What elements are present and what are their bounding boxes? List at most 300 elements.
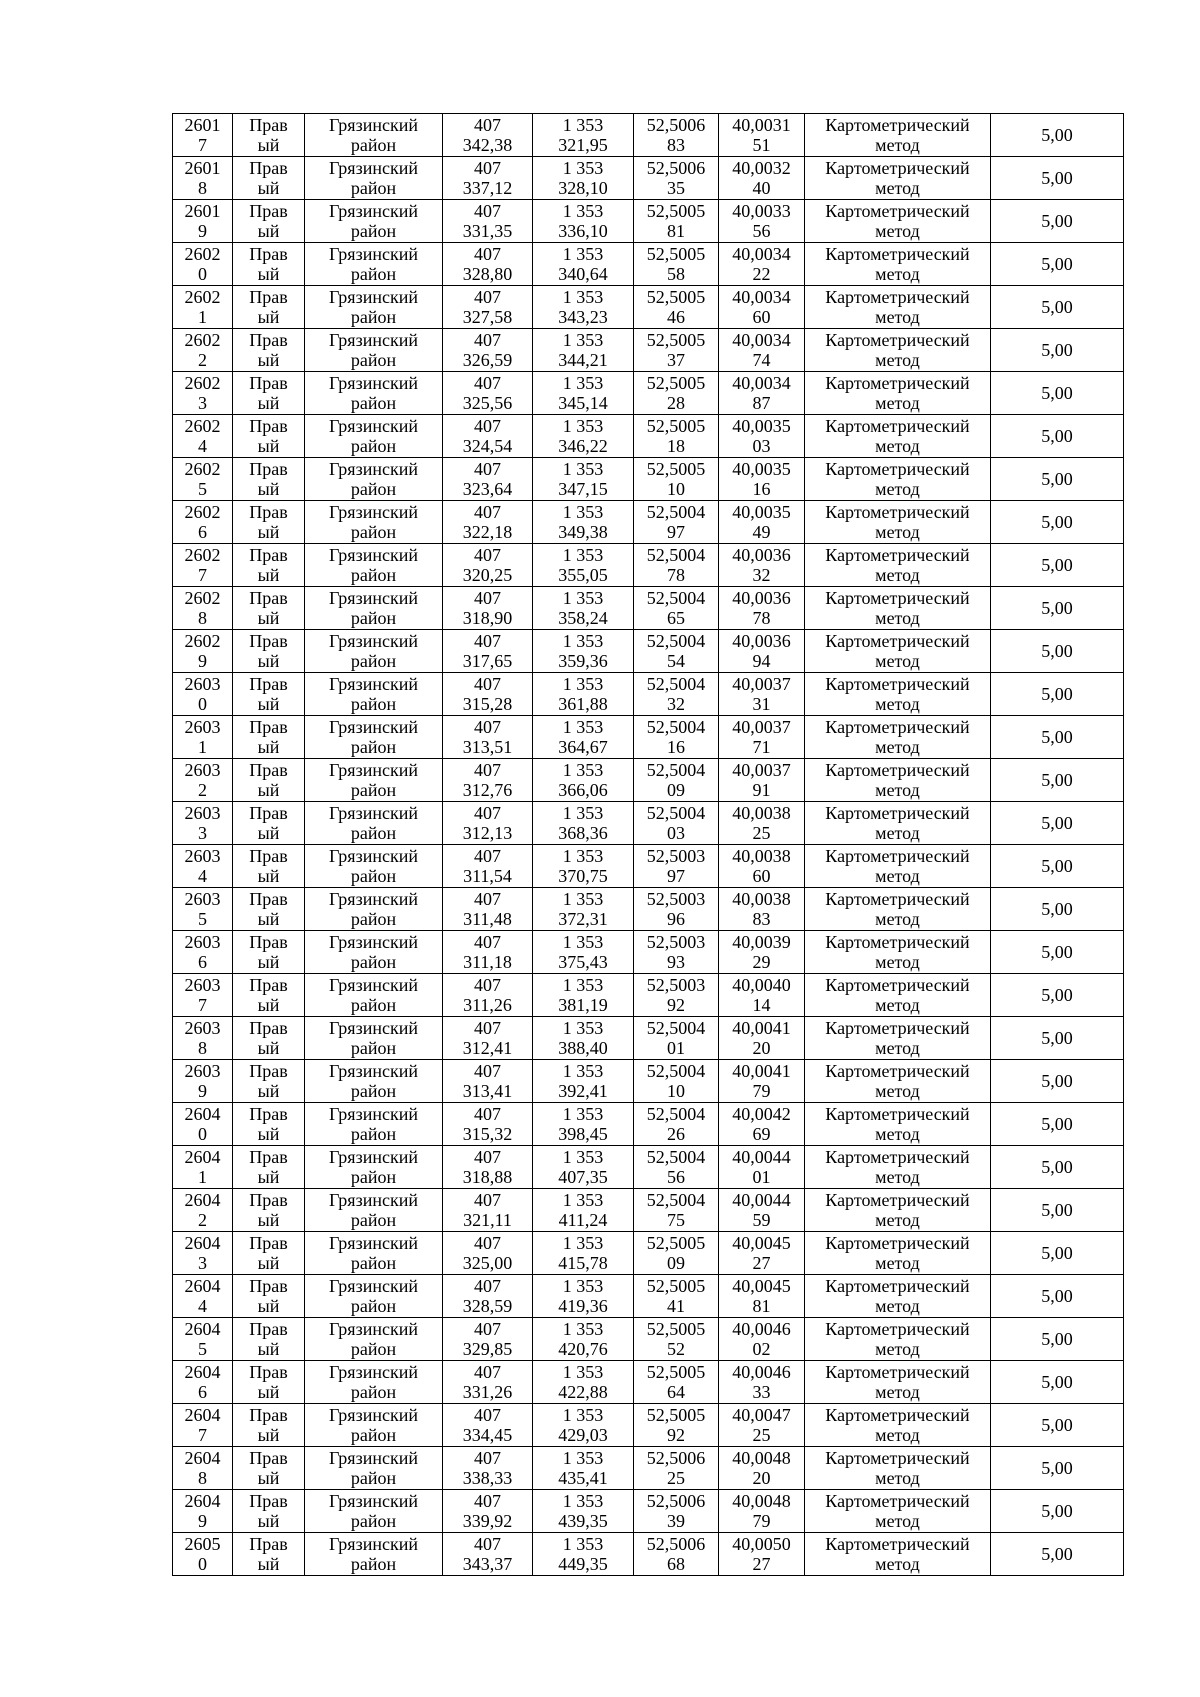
point-number-cell [173,1232,233,1275]
x-coordinate-cell [443,501,533,544]
latitude-cell-line: 52,5004 [646,803,706,823]
x-coordinate-cell [443,1533,533,1576]
point-number-cell-line: 7 [198,135,207,155]
bank-side-cell-line: ый [257,178,280,198]
method-cell-line: Картометрический [825,1276,970,1296]
longitude-cell [719,716,805,759]
latitude-cell-line: 52,5005 [646,201,706,221]
district-cell-line: район [350,565,397,585]
district-cell-line: район [350,1511,397,1531]
latitude-cell-line: 01 [667,1038,685,1058]
district-cell [305,200,443,243]
latitude-cell-line: 65 [667,608,685,628]
longitude-cell-line: 40,0034 [732,330,791,350]
longitude-cell-line: 40,0050 [732,1534,791,1554]
point-number-cell-line: 5 [198,909,207,929]
bank-side-cell-line: Прав [249,889,288,909]
point-number-cell [173,243,233,286]
district-cell [305,415,443,458]
district-cell-line: район [350,1253,397,1273]
method-cell-line: Картометрический [825,373,970,393]
bank-side-cell-line: ый [257,1038,280,1058]
latitude-cell-line: 52,5006 [646,1534,706,1554]
point-number-cell-line: 2604 [184,1319,221,1339]
bank-side-cell-line: ый [257,522,280,542]
district-cell-line: Грязинский [329,975,418,995]
bank-side-cell [233,802,305,845]
x-coordinate-cell-line: 407 [474,932,501,952]
longitude-cell-line: 22 [752,264,771,284]
district-cell [305,974,443,1017]
x-coordinate-cell-line: 321,11 [463,1210,512,1230]
point-number-cell [173,1146,233,1189]
latitude-cell [634,415,719,458]
accuracy-cell: 5,00 [991,458,1124,501]
x-coordinate-cell-line: 311,26 [463,995,512,1015]
point-number-cell [173,802,233,845]
district-cell-line: Грязинский [329,1491,418,1511]
bank-side-cell-line: ый [257,307,280,327]
latitude-cell [634,243,719,286]
y-coordinate-cell-line: 359,36 [558,651,608,671]
bank-side-cell [233,1318,305,1361]
y-coordinate-cell-line: 1 353 [562,1491,604,1511]
table-row [173,587,1124,630]
table-row [173,200,1124,243]
point-number-cell-line: 2602 [184,459,221,479]
y-coordinate-cell-line: 1 353 [562,244,604,264]
bank-side-cell [233,458,305,501]
accuracy-cell: 5,00 [991,1232,1124,1275]
longitude-cell-line: 40,0041 [732,1061,791,1081]
latitude-cell [634,974,719,1017]
y-coordinate-cell-line: 1 353 [562,330,604,350]
point-number-cell [173,415,233,458]
y-coordinate-cell-line: 429,03 [558,1425,608,1445]
bank-side-cell [233,415,305,458]
x-coordinate-cell-line: 407 [474,1362,501,1382]
point-number-cell-line: 1 [198,307,207,327]
latitude-cell-line: 75 [667,1210,685,1230]
district-cell-line: район [350,1038,397,1058]
y-coordinate-cell [533,1447,634,1490]
y-coordinate-cell-line: 1 353 [562,932,604,952]
longitude-cell-line: 29 [752,952,771,972]
accuracy-cell: 5,00 [991,243,1124,286]
bank-side-cell [233,888,305,931]
latitude-cell [634,1447,719,1490]
y-coordinate-cell-line: 370,75 [558,866,608,886]
longitude-cell [719,1447,805,1490]
district-cell [305,587,443,630]
point-number-cell [173,372,233,415]
y-coordinate-cell-line: 1 353 [562,416,604,436]
longitude-cell-line: 69 [752,1124,771,1144]
latitude-cell [634,1017,719,1060]
point-number-cell-line: 3 [198,823,207,843]
latitude-cell-line: 18 [667,436,685,456]
point-number-cell [173,759,233,802]
point-number-cell-line: 2603 [184,1061,221,1081]
latitude-cell-line: 46 [667,307,685,327]
method-cell-line: метод [875,1382,920,1402]
longitude-cell-line: 40,0040 [732,975,791,995]
table-row [173,1361,1124,1404]
bank-side-cell-line: ый [257,1124,280,1144]
longitude-cell-line: 40,0048 [732,1491,791,1511]
bank-side-cell-line: Прав [249,1534,288,1554]
longitude-cell [719,845,805,888]
bank-side-cell [233,974,305,1017]
x-coordinate-cell [443,1146,533,1189]
longitude-cell-line: 94 [752,651,771,671]
longitude-cell [719,802,805,845]
x-coordinate-cell-line: 328,59 [462,1296,513,1316]
bank-side-cell [233,716,305,759]
bank-side-cell-line: Прав [249,244,288,264]
point-number-cell-line: 2601 [184,201,221,221]
district-cell-line: Грязинский [329,1276,418,1296]
y-coordinate-cell [533,1275,634,1318]
bank-side-cell [233,372,305,415]
bank-side-cell-line: Прав [249,1319,288,1339]
x-coordinate-cell [443,716,533,759]
bank-side-cell-line: Прав [249,416,288,436]
method-cell-line: метод [875,909,920,929]
y-coordinate-cell [533,286,634,329]
longitude-cell-line: 25 [752,823,771,843]
method-cell [805,1275,991,1318]
x-coordinate-cell-line: 407 [474,760,501,780]
y-coordinate-cell-line: 388,40 [558,1038,608,1058]
x-coordinate-cell [443,1103,533,1146]
bank-side-cell-line: Прав [249,1018,288,1038]
bank-side-cell-line: ый [257,1554,280,1574]
bank-side-cell-line: ый [257,1511,280,1531]
latitude-cell [634,1232,719,1275]
accuracy-cell: 5,00 [991,286,1124,329]
method-cell-line: метод [875,823,920,843]
point-number-cell-line: 2604 [184,1362,221,1382]
district-cell-line: Грязинский [329,1061,418,1081]
bank-side-cell [233,544,305,587]
district-cell-line: Грязинский [329,1362,418,1382]
y-coordinate-cell [533,501,634,544]
y-coordinate-cell-line: 1 353 [562,1405,604,1425]
method-cell [805,157,991,200]
longitude-cell-line: 27 [752,1554,771,1574]
district-cell [305,1232,443,1275]
method-cell [805,501,991,544]
district-cell-line: Грязинский [329,889,418,909]
longitude-cell-line: 40,0038 [732,846,791,866]
table-row [173,1103,1124,1146]
longitude-cell-line: 25 [752,1425,771,1445]
longitude-cell [719,157,805,200]
method-cell-line: Картометрический [825,1233,970,1253]
latitude-cell-line: 52,5005 [646,330,706,350]
bank-side-cell [233,630,305,673]
longitude-cell-line: 74 [752,350,771,370]
bank-side-cell [233,1189,305,1232]
accuracy-cell: 5,00 [991,1103,1124,1146]
x-coordinate-cell-line: 327,58 [462,307,513,327]
longitude-cell-line: 40,0035 [732,416,791,436]
point-number-cell-line: 6 [198,1382,207,1402]
district-cell [305,673,443,716]
x-coordinate-cell-line: 325,00 [462,1253,513,1273]
longitude-cell [719,415,805,458]
method-cell [805,931,991,974]
district-cell-line: район [350,780,397,800]
x-coordinate-cell-line: 313,41 [462,1081,513,1101]
x-coordinate-cell-line: 313,51 [462,737,513,757]
method-cell-line: метод [875,780,920,800]
y-coordinate-cell-line: 1 353 [562,1319,604,1339]
method-cell-line: Картометрический [825,889,970,909]
longitude-cell-line: 40,0038 [732,803,791,823]
bank-side-cell-line: ый [257,221,280,241]
bank-side-cell [233,1146,305,1189]
method-cell-line: Картометрический [825,158,970,178]
district-cell [305,1318,443,1361]
y-coordinate-cell-line: 411,24 [558,1210,608,1230]
y-coordinate-cell-line: 419,36 [558,1296,608,1316]
y-coordinate-cell-line: 340,64 [558,264,608,284]
district-cell [305,114,443,157]
bank-side-cell [233,1361,305,1404]
x-coordinate-cell [443,1060,533,1103]
longitude-cell-line: 31 [752,694,771,714]
bank-side-cell-line: ый [257,1382,280,1402]
district-cell-line: Грязинский [329,1405,418,1425]
latitude-cell-line: 52,5003 [646,975,706,995]
method-cell [805,114,991,157]
accuracy-cell: 5,00 [991,1404,1124,1447]
bank-side-cell-line: ый [257,866,280,886]
longitude-cell-line: 40,0036 [732,631,791,651]
point-number-cell-line: 2602 [184,588,221,608]
x-coordinate-cell [443,888,533,931]
method-cell [805,372,991,415]
latitude-cell-line: 10 [667,479,685,499]
x-coordinate-cell-line: 407 [474,631,501,651]
district-cell [305,759,443,802]
bank-side-cell [233,1232,305,1275]
y-coordinate-cell-line: 1 353 [562,588,604,608]
y-coordinate-cell-line: 435,41 [558,1468,608,1488]
bank-side-cell [233,759,305,802]
district-cell [305,372,443,415]
x-coordinate-cell-line: 311,48 [463,909,512,929]
x-coordinate-cell-line: 337,12 [462,178,513,198]
method-cell [805,1318,991,1361]
x-coordinate-cell [443,802,533,845]
district-cell-line: Грязинский [329,1534,418,1554]
method-cell-line: Картометрический [825,545,970,565]
district-cell-line: район [350,909,397,929]
y-coordinate-cell-line: 343,23 [558,307,608,327]
bank-side-cell [233,1490,305,1533]
district-cell [305,1490,443,1533]
y-coordinate-cell-line: 358,24 [558,608,608,628]
latitude-cell-line: 96 [667,909,685,929]
district-cell-line: район [350,1081,397,1101]
point-number-cell-line: 2602 [184,631,221,651]
latitude-cell [634,931,719,974]
longitude-cell-line: 83 [752,909,771,929]
longitude-cell [719,888,805,931]
method-cell-line: Картометрический [825,201,970,221]
latitude-cell-line: 32 [667,694,685,714]
district-cell [305,243,443,286]
method-cell-line: Картометрический [825,803,970,823]
latitude-cell-line: 81 [667,221,685,241]
y-coordinate-cell [533,544,634,587]
bank-side-cell-line: ый [257,1253,280,1273]
y-coordinate-cell-line: 349,38 [558,522,608,542]
district-cell [305,286,443,329]
point-number-cell [173,716,233,759]
longitude-cell-line: 40,0044 [732,1190,791,1210]
point-number-cell-line: 2605 [184,1534,221,1554]
latitude-cell-line: 52,5004 [646,1018,706,1038]
longitude-cell-line: 01 [752,1167,771,1187]
bank-side-cell [233,1447,305,1490]
latitude-cell-line: 56 [667,1167,685,1187]
bank-side-cell-line: ый [257,565,280,585]
latitude-cell-line: 52,5005 [646,244,706,264]
bank-side-cell-line: Прав [249,1061,288,1081]
y-coordinate-cell-line: 1 353 [562,287,604,307]
table-body [173,114,1124,1576]
point-number-cell-line: 2603 [184,932,221,952]
bank-side-cell-line: Прав [249,1491,288,1511]
longitude-cell-line: 40,0039 [732,932,791,952]
latitude-cell-line: 52,5003 [646,889,706,909]
accuracy-cell: 5,00 [991,1146,1124,1189]
y-coordinate-cell [533,716,634,759]
x-coordinate-cell-line: 407 [474,1147,501,1167]
latitude-cell [634,587,719,630]
x-coordinate-cell-line: 407 [474,674,501,694]
accuracy-cell: 5,00 [991,372,1124,415]
bank-side-cell [233,243,305,286]
bank-side-cell-line: Прав [249,545,288,565]
y-coordinate-cell-line: 439,35 [558,1511,608,1531]
point-number-cell-line: 2602 [184,244,221,264]
bank-side-cell [233,114,305,157]
latitude-cell-line: 52,5005 [646,1276,706,1296]
point-number-cell [173,458,233,501]
latitude-cell [634,114,719,157]
latitude-cell [634,1146,719,1189]
point-number-cell [173,1447,233,1490]
longitude-cell-line: 78 [752,608,771,628]
method-cell [805,1533,991,1576]
x-coordinate-cell-line: 407 [474,244,501,264]
table-row [173,1146,1124,1189]
x-coordinate-cell-line: 343,37 [462,1554,513,1574]
bank-side-cell-line: ый [257,909,280,929]
table-row [173,888,1124,931]
method-cell-line: Картометрический [825,1362,970,1382]
point-number-cell-line: 4 [198,436,207,456]
method-cell-line: Картометрический [825,1104,970,1124]
latitude-cell-line: 52,5004 [646,717,706,737]
y-coordinate-cell-line: 392,41 [558,1081,608,1101]
y-coordinate-cell [533,1017,634,1060]
y-coordinate-cell-line: 1 353 [562,674,604,694]
accuracy-cell: 5,00 [991,1490,1124,1533]
y-coordinate-cell-line: 368,36 [558,823,608,843]
method-cell-line: метод [875,436,920,456]
point-number-cell [173,1017,233,1060]
x-coordinate-cell-line: 315,28 [462,694,513,714]
method-cell-line: Картометрический [825,459,970,479]
bank-side-cell-line: Прав [249,1448,288,1468]
y-coordinate-cell [533,1146,634,1189]
y-coordinate-cell-line: 372,31 [558,909,608,929]
bank-side-cell-line: Прав [249,1405,288,1425]
x-coordinate-cell [443,157,533,200]
point-number-cell [173,114,233,157]
district-cell-line: район [350,479,397,499]
point-number-cell-line: 0 [198,694,207,714]
latitude-cell-line: 10 [667,1081,685,1101]
longitude-cell-line: 40,0045 [732,1233,791,1253]
bank-side-cell [233,931,305,974]
accuracy-cell: 5,00 [991,1060,1124,1103]
latitude-cell-line: 41 [667,1296,685,1316]
point-number-cell-line: 8 [198,178,207,198]
y-coordinate-cell-line: 1 353 [562,975,604,995]
table-row [173,845,1124,888]
x-coordinate-cell-line: 407 [474,373,501,393]
table-row [173,415,1124,458]
latitude-cell-line: 35 [667,178,685,198]
bank-side-cell-line: ый [257,694,280,714]
longitude-cell [719,931,805,974]
y-coordinate-cell-line: 328,10 [558,178,608,198]
y-coordinate-cell [533,1404,634,1447]
latitude-cell-line: 92 [667,1425,685,1445]
district-cell [305,1060,443,1103]
method-cell-line: Картометрический [825,717,970,737]
point-number-cell-line: 2 [198,350,207,370]
accuracy-cell: 5,00 [991,544,1124,587]
table-row [173,1404,1124,1447]
bank-side-cell-line: Прав [249,115,288,135]
point-number-cell-line: 1 [198,1167,207,1187]
method-cell [805,845,991,888]
point-number-cell-line: 2603 [184,674,221,694]
point-number-cell [173,329,233,372]
longitude-cell-line: 51 [752,135,771,155]
district-cell-line: Грязинский [329,115,418,135]
longitude-cell-line: 40,0046 [732,1362,791,1382]
table-row [173,716,1124,759]
district-cell-line: район [350,608,397,628]
district-cell-line: Грязинский [329,373,418,393]
x-coordinate-cell [443,243,533,286]
y-coordinate-cell [533,458,634,501]
x-coordinate-cell-line: 407 [474,330,501,350]
point-number-cell-line: 2603 [184,975,221,995]
method-cell-line: метод [875,1296,920,1316]
district-cell-line: Грязинский [329,1104,418,1124]
point-number-cell [173,1275,233,1318]
